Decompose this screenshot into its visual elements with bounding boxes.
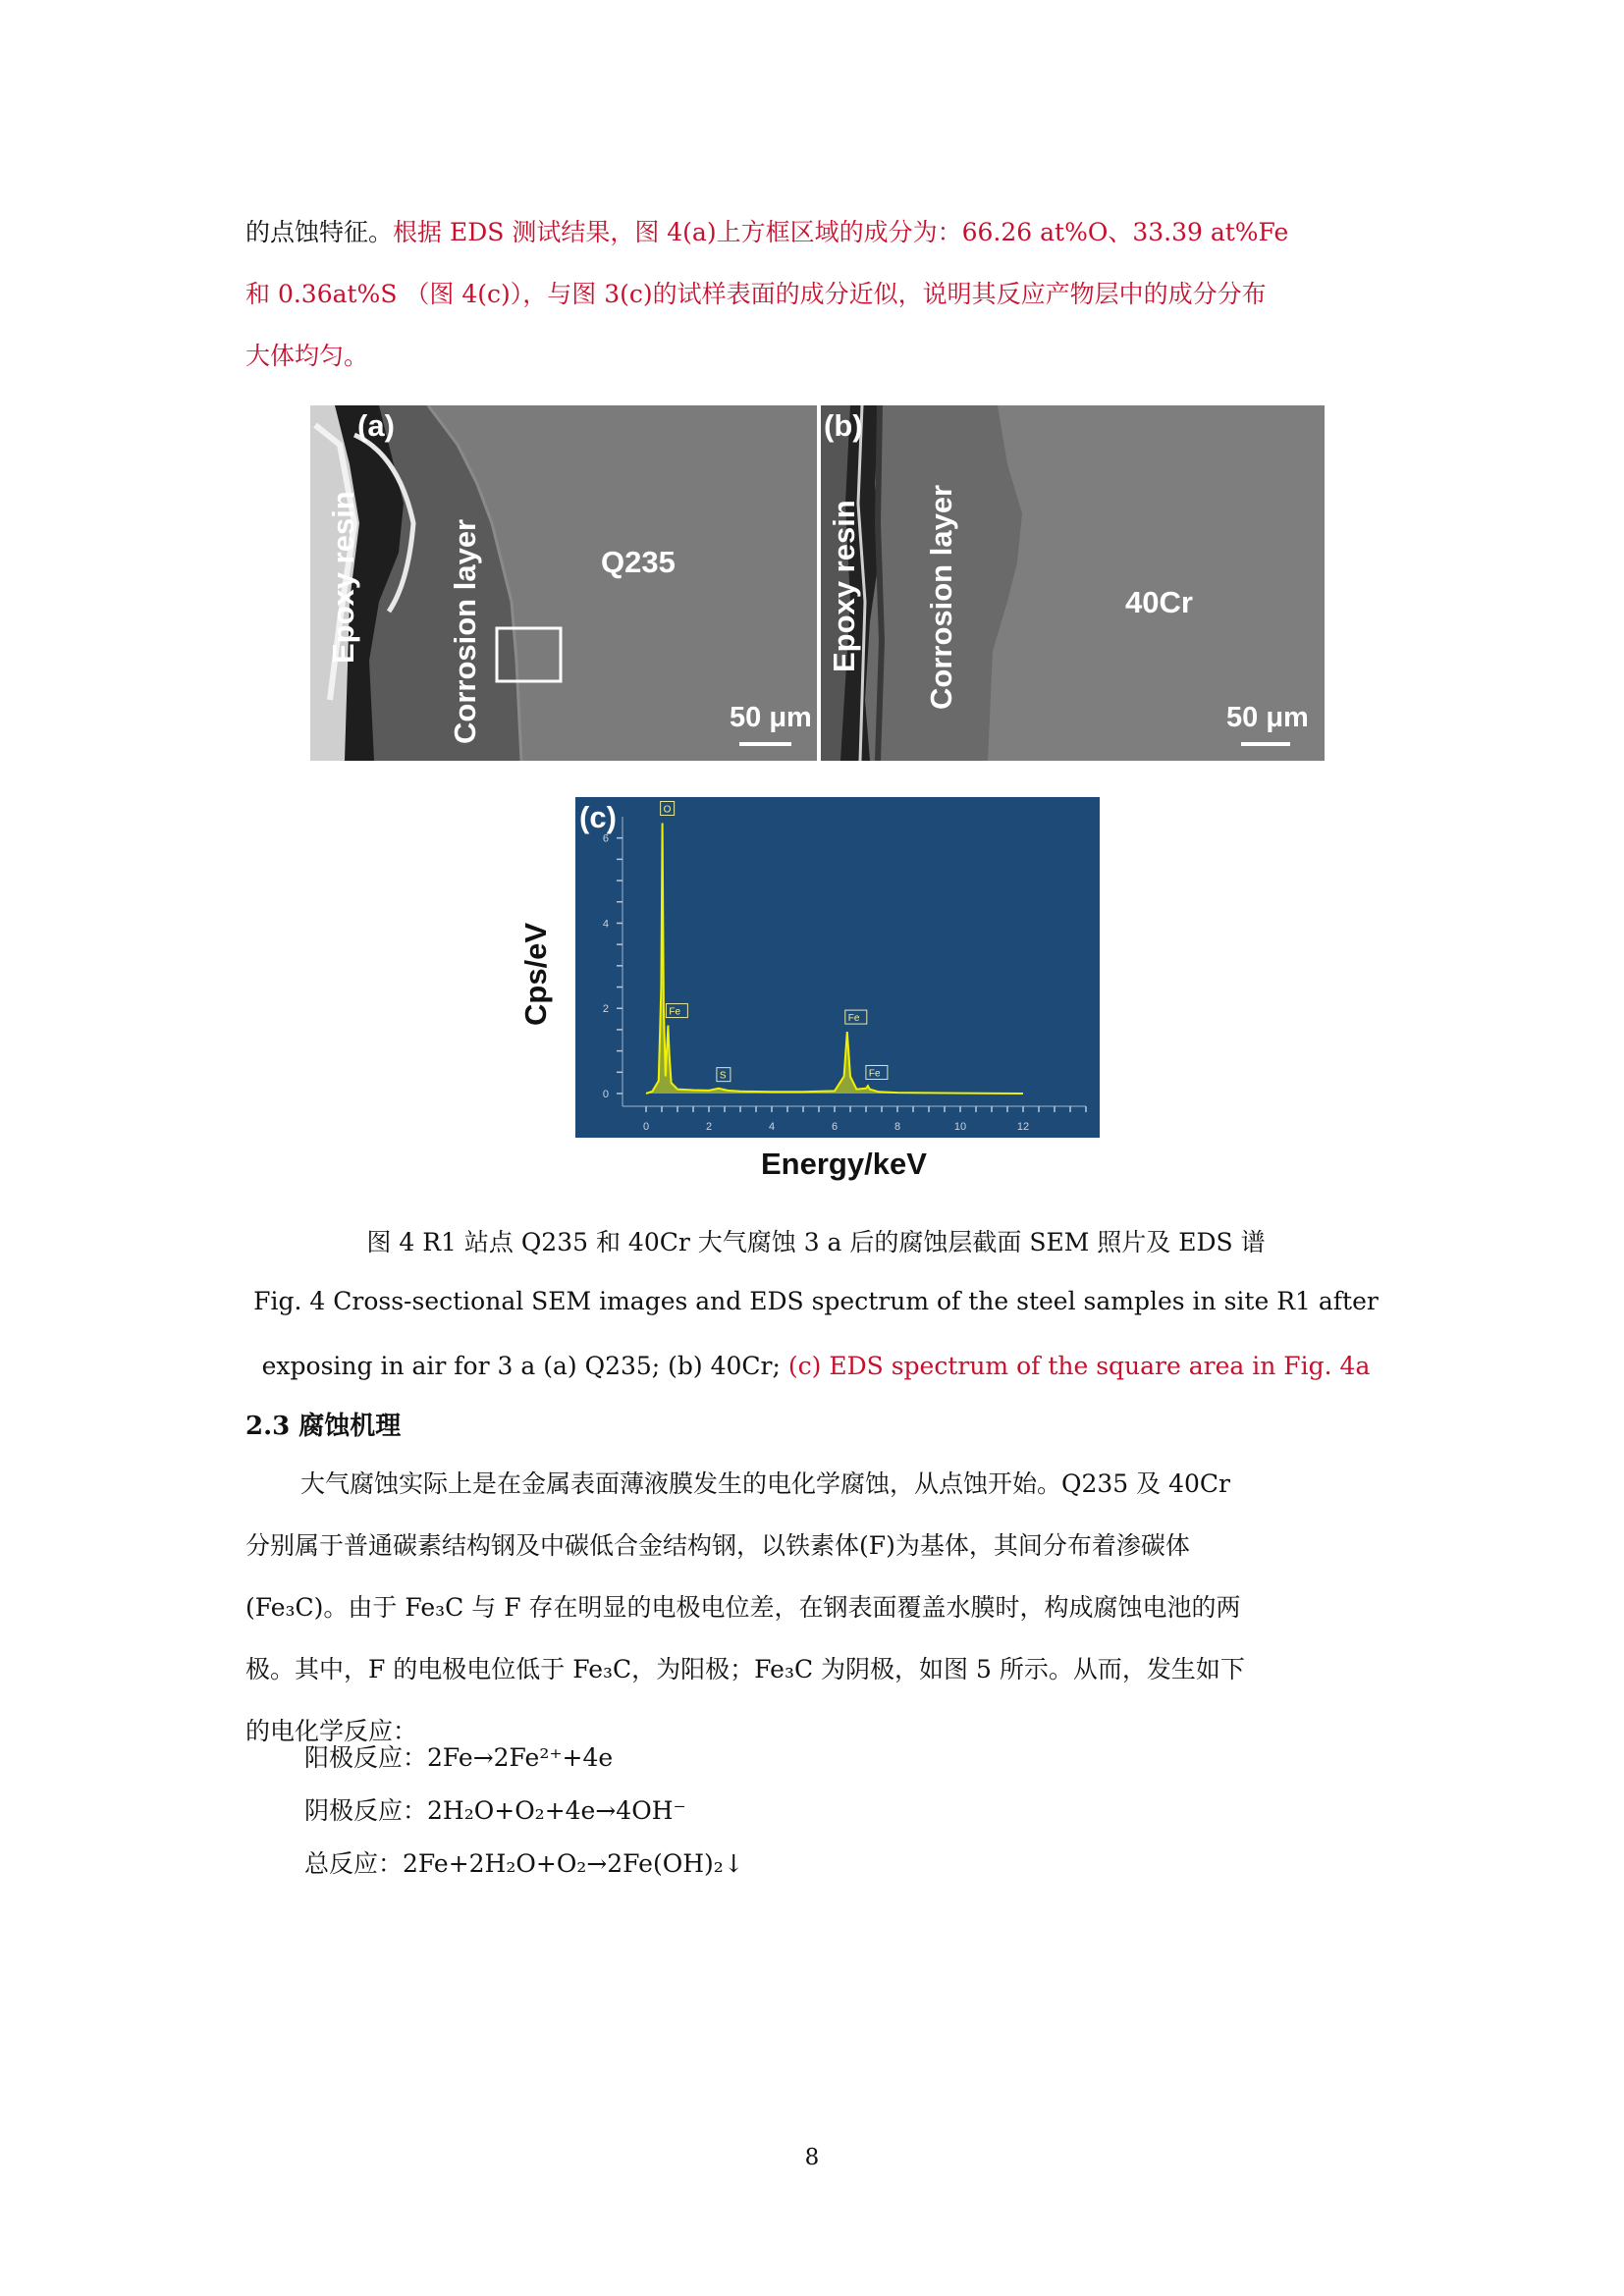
section-paragraph (245, 1453, 1386, 1762)
x-tick-label: 12 (1016, 1121, 1030, 1133)
intro-line-3: 大体均匀。 (245, 342, 369, 370)
peak-label: S (719, 1070, 727, 1082)
intro-paragraph (245, 201, 1386, 387)
x-axis-label: Energy/keV (761, 1147, 927, 1181)
section-line-4: 极。其中，F 的电极电位低于 Fe₃C，为阳极；Fe₃C 为阴极，如图 5 所示。从而，发生如下 (245, 1655, 1245, 1683)
page-number: 8 (804, 2145, 820, 2170)
total-equation: 总反应：2Fe+2H₂O+O₂→2Fe(OH)₂↓ (304, 1849, 744, 1878)
eds-spectrum-chart (575, 797, 1100, 1138)
y-tick-label: 0 (602, 1088, 609, 1100)
panel-b-layer-label: Corrosion layer (924, 484, 958, 710)
panel-a-tag: (a) (357, 408, 395, 443)
sem-panel-b (821, 405, 1325, 761)
x-tick-label: 0 (642, 1121, 650, 1133)
panel-b-steel-label: 40Cr (1125, 585, 1193, 619)
panel-b-scale-label: 50 μm (1226, 702, 1309, 733)
section-line-2: 分别属于普通碳素结构钢及中碳低合金结构钢，以铁素体(F)为基体，其间分布着渗碳体 (245, 1531, 1190, 1560)
intro-line-1: 的点蚀特征。根据 EDS 测试结果，图 4(a)上方框区域的成分为：66.26 at%O、33.39 at%Fe (245, 218, 1289, 246)
caption-zh: 图 4 R1 站点 Q235 和 40Cr 大气腐蚀 3 a 后的腐蚀层截面 SEM 照片及 EDS 谱 (366, 1228, 1266, 1256)
peak-label: Fe (868, 1068, 881, 1080)
section-heading: 2.3 腐蚀机理 (245, 1412, 402, 1441)
y-tick-label: 6 (602, 832, 609, 845)
panel-b-tag: (b) (824, 408, 863, 443)
y-tick-label: 2 (602, 1003, 609, 1016)
cathode-equation: 阴极反应：2H₂O+O₂+4e→4OH⁻ (304, 1796, 686, 1825)
panel-a-steel-label: Q235 (601, 545, 676, 579)
y-axis-label: Cps/eV (518, 922, 553, 1026)
panel-a-layer-label: Corrosion layer (448, 518, 482, 744)
x-tick-label: 4 (768, 1121, 776, 1133)
sem-figure (310, 405, 1325, 761)
section-line-5: 的电化学反应： (245, 1717, 418, 1745)
x-tick-label: 2 (705, 1121, 713, 1133)
panel-b-resin-label: Epoxy resin (827, 500, 861, 672)
caption-en-line-1: Fig. 4 Cross-sectional SEM images and EDS spectrum of the steel samples in site R1 after (253, 1287, 1379, 1315)
panel-a-resin-label: Epoxy resin (326, 491, 360, 664)
peak-label: O (663, 804, 672, 816)
x-tick-label: 6 (831, 1121, 839, 1133)
section-line-3: (Fe₃C)。由于 Fe₃C 与 F 存在明显的电极电位差，在钢表面覆盖水膜时，构成腐蚀电池的两 (245, 1593, 1241, 1622)
panel-a-scale-label: 50 μm (730, 702, 812, 733)
panel-c-tag: (c) (579, 800, 617, 834)
y-tick-label: 4 (602, 918, 609, 931)
peak-label: Fe (669, 1006, 681, 1018)
anode-equation: 阳极反应：2Fe→2Fe²⁺+4e (304, 1743, 614, 1772)
caption-en-line-2: exposing in air for 3 a (a) Q235; (b) 40Cr; (c) EDS spectrum of the square area in Fig. 4a (261, 1352, 1371, 1380)
x-tick-label: 8 (893, 1121, 901, 1133)
section-line-1: 大气腐蚀实际上是在金属表面薄液膜发生的电化学腐蚀，从点蚀开始。Q235 及 40Cr (300, 1469, 1230, 1498)
intro-line-2: 和 0.36at%S （图 4(c)），与图 3(c)的试样表面的成分近似，说明其反应产物层中的成分分布 (245, 280, 1267, 308)
sem-panel-a (310, 405, 817, 761)
peak-label: Fe (847, 1013, 860, 1025)
x-tick-label: 10 (953, 1121, 967, 1133)
